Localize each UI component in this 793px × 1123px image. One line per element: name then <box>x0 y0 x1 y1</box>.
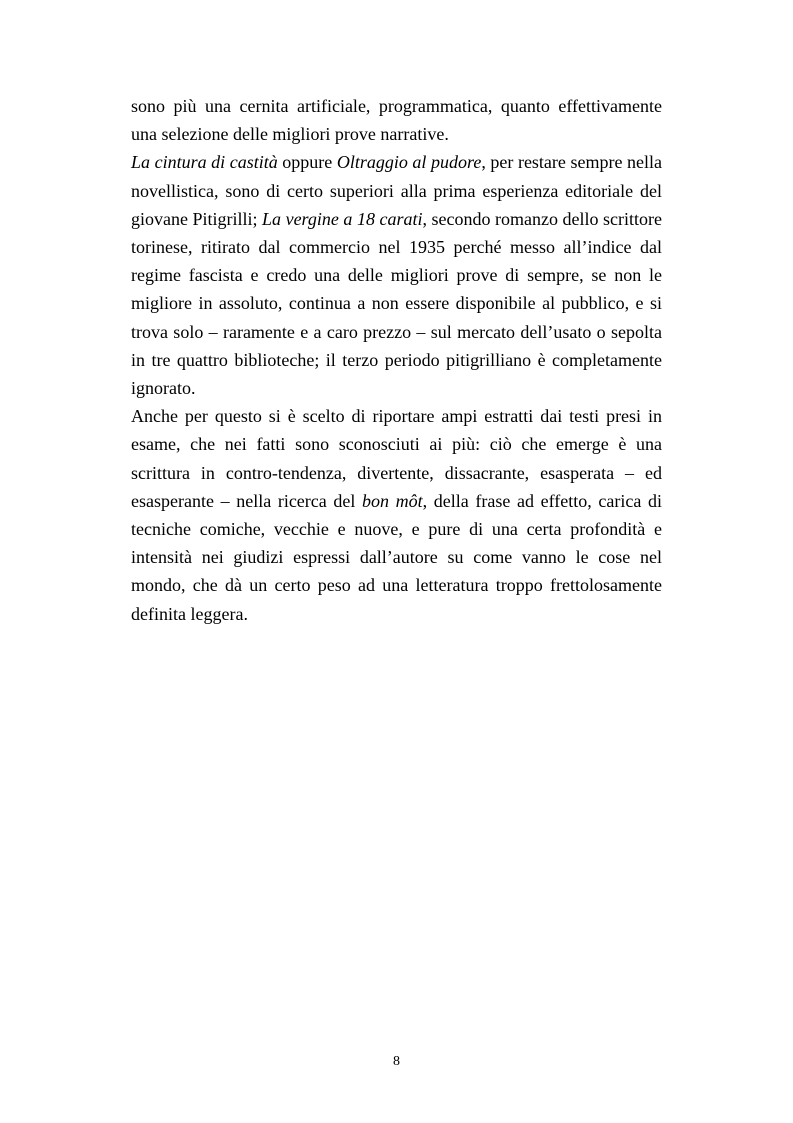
paragraph-2-text-a: oppure <box>277 152 337 173</box>
paragraph-2-text-b: , per restare sempre nella novellistica, sono di certo superiori alla prima esperienza editoriale del giovane Pitigrilli; <box>131 152 663 229</box>
paragraph-2-text-c: , secondo romanzo dello scrittore torinese, ritirato dal commercio nel 1935 perché messo all’indice dal regime fascista e credo una delle migliori prove di sempre, se non le migliore in assoluto, continua a non essere disponibile al pubblico, e si trova solo – raramente e a caro prezzo – sul mercato dell’usato o sepolta in tre quattro biblioteche; il terzo periodo pitigrilliano è completamente ignorato. <box>131 208 662 399</box>
page-number: 8 <box>393 1054 400 1069</box>
paragraph-3-text-a: Anche per questo si è scelto di riportare ampi estratti dai testi presi in esame, che nei fatti sono sconosciuti ai più: ciò che emerge è una scrittura in contro-tendenza, divertente, dissacrante, esasperata – ed esasperante – nella ricerca del <box>131 406 662 511</box>
paragraph-1-text: sono più una cernita artificiale, programmatica, quanto effettivamente una selezione delle migliori prove narrative. <box>131 96 662 145</box>
term-bon-mot: bon môt <box>362 490 423 511</box>
title-oltraggio-al-pudore: Oltraggio al pudore <box>336 152 482 173</box>
title-la-vergine-a-18-carati: La vergine a 18 carati <box>262 208 423 229</box>
title-la-cintura-di-castita: La cintura di castità <box>131 152 278 173</box>
body-text <box>131 92 662 628</box>
paragraph-3-text-b: , della frase ad effetto, carica di tecniche comiche, vecchie e nuove, e pure di una certa profondità e intensità nei giudizi espressi dall’autore su come vanno le cose nel mondo, che dà un certo peso ad una letteratura troppo frettolosamente definita leggera. <box>131 490 662 624</box>
paragraph-3 <box>131 402 662 628</box>
paragraph-1 <box>131 92 662 148</box>
paragraph-2 <box>131 148 662 402</box>
